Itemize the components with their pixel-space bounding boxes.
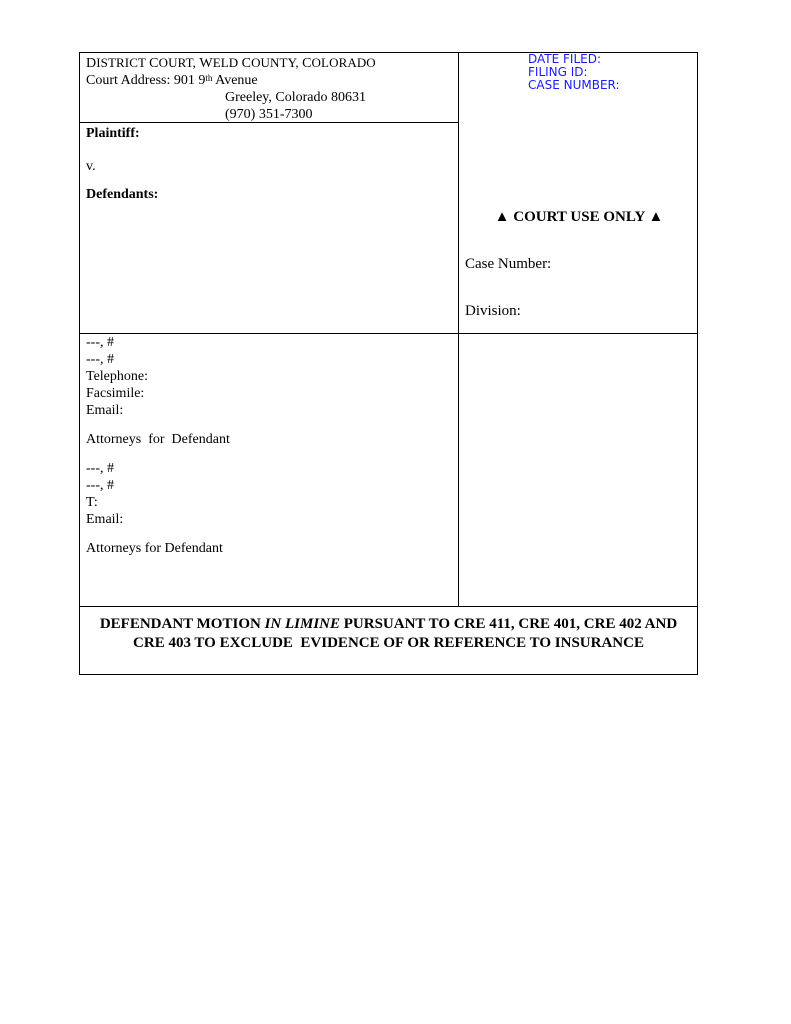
attorney-email: Email: — [86, 512, 124, 527]
date-filed-label: DATE FILED: — [528, 52, 602, 66]
court-use-only-label: ▲ COURT USE ONLY ▲ — [494, 209, 664, 225]
title-part: DEFENDANT MOTION — [99, 616, 265, 632]
attorney-facsimile: Facsimile: — [86, 386, 145, 401]
attorney-telephone: Telephone: — [86, 369, 148, 384]
filing-id-label: FILING ID: — [528, 65, 588, 79]
court-city: Greeley, Colorado 80631 — [225, 90, 366, 105]
defendants-label: Defendants: — [86, 187, 159, 202]
case-number-stamp-label: CASE NUMBER: — [528, 78, 620, 92]
spacer — [86, 448, 446, 460]
court-address-suffix: Avenue — [212, 73, 258, 88]
court-name-rest: ISTRICT — [96, 55, 150, 70]
court-name-rest: ELD — [212, 55, 242, 70]
document-title-line2: CRE 403 TO EXCLUDE EVIDENCE OF OR REFERENCE TO INSURANCE — [133, 635, 644, 651]
court-name-initial: C — [302, 56, 312, 71]
attorney-block — [86, 334, 446, 557]
title-part: PURSUANT TO CRE 411, CRE 401, CRE 402 AND — [340, 616, 678, 632]
case-caption-box — [79, 52, 698, 675]
attorney-role: Attorneys for Defendant — [86, 541, 223, 556]
document-title-line1 — [80, 615, 697, 634]
court-address — [86, 72, 456, 89]
attorney-role: Attorneys for Defendant — [86, 432, 230, 447]
attorney-telephone: T: — [86, 495, 98, 510]
attorney-line: ---, # — [86, 335, 114, 350]
filing-stamp — [528, 53, 620, 92]
plaintiff-label: Plaintiff: — [86, 126, 140, 141]
attorney-line: ---, # — [86, 461, 114, 476]
court-name-rest: OLORADO — [311, 55, 376, 70]
attorneys-divider — [80, 606, 697, 607]
caption-vertical-divider — [458, 53, 459, 606]
document-title — [80, 615, 697, 653]
spacer — [86, 528, 446, 540]
title-italic: IN LIMINE — [264, 616, 341, 632]
versus-label: v. — [86, 159, 96, 174]
attorney-line: ---, # — [86, 478, 114, 493]
court-name — [86, 54, 456, 72]
court-address-sup: th — [205, 73, 213, 83]
court-name-rest: OURT, — [158, 55, 200, 70]
court-name-rest: OUNTY, — [251, 55, 303, 70]
spacer — [86, 419, 446, 431]
court-info — [86, 54, 456, 123]
attorney-email: Email: — [86, 403, 124, 418]
division-label: Division: — [465, 303, 521, 319]
court-name-initial: C — [241, 56, 252, 71]
attorney-line: ---, # — [86, 352, 114, 367]
court-phone: (970) 351-7300 — [225, 107, 313, 122]
court-name-initial: C — [149, 56, 159, 71]
court-address-prefix: Court Address: 901 9 — [86, 73, 206, 88]
court-name-initial: D — [86, 56, 97, 71]
case-number-label: Case Number: — [465, 256, 552, 272]
court-name-initial: W — [199, 56, 213, 71]
